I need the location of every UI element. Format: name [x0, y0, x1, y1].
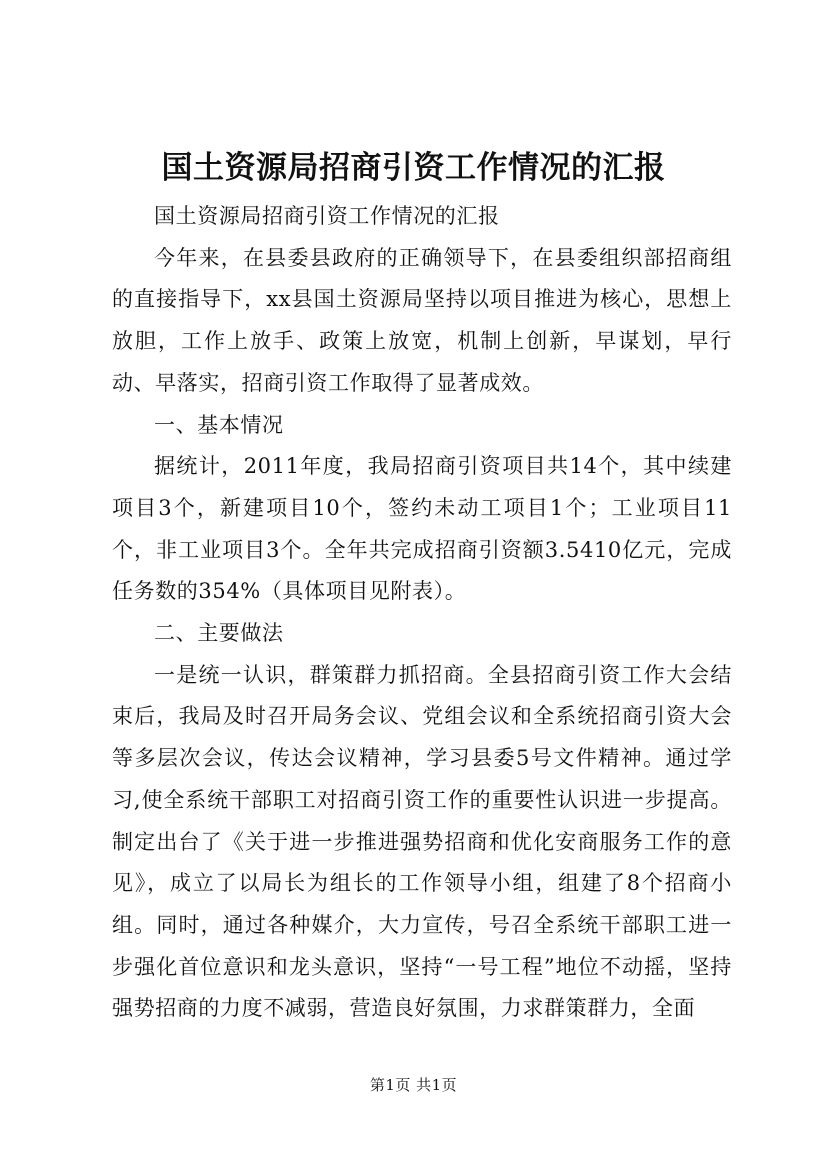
- paragraph-subtitle: 国土资源局招商引资工作情况的汇报: [154, 204, 500, 228]
- paragraph-statistics: 据统计，2011年度，我局招商引资项目共14个，其中续建项目3个，新建项目10个，签约未动工项目1个；工业项目11个，非工业项目3个。全年共完成招商引资额3.5410亿元，完成任务数的354%（具体项目见附表）。: [112, 454, 732, 604]
- document-title: 国土资源局招商引资工作情况的汇报: [161, 150, 666, 186]
- section-heading-basic-situation: 一、基本情况: [154, 412, 284, 437]
- paragraph-intro: 今年来，在县委县政府的正确领导下，在县委组织部招商组的直接指导下，xx县国土资源局坚持以项目推进为核心，思想上放胆，工作上放手、政策上放宽，机制上创新，早谋划，早行动、早落实，招商引资工作取得了显著成效。: [112, 245, 732, 395]
- document-body: [112, 196, 732, 1030]
- page-footer: 第1页 共1页: [369, 1076, 458, 1094]
- paragraph-practice-one: 一是统一认识，群策群力抓招商。全县招商引资工作大会结束后，我局及时召开局务会议、党组会议和全系统招商引资大会等多层次会议，传达会议精神，学习县委5号文件精神。通过学习,使全系统干部职工对招商引资工作的重要性认识进一步提高。制定出台了《关于进一步推进强势招商和优化安商服务工作的意见》，成立了以局长为组长的工作领导小组，组建了8个招商小组。同时，通过各种媒介，大力宣传，号召全系统干部职工进一步强化首位意识和龙头意识，坚持“一号工程”地位不动摇，坚持强势招商的力度不减弱，营造良好氛围，力求群策群力，全面: [112, 662, 732, 1021]
- section-heading-main-practices: 二、主要做法: [154, 621, 284, 646]
